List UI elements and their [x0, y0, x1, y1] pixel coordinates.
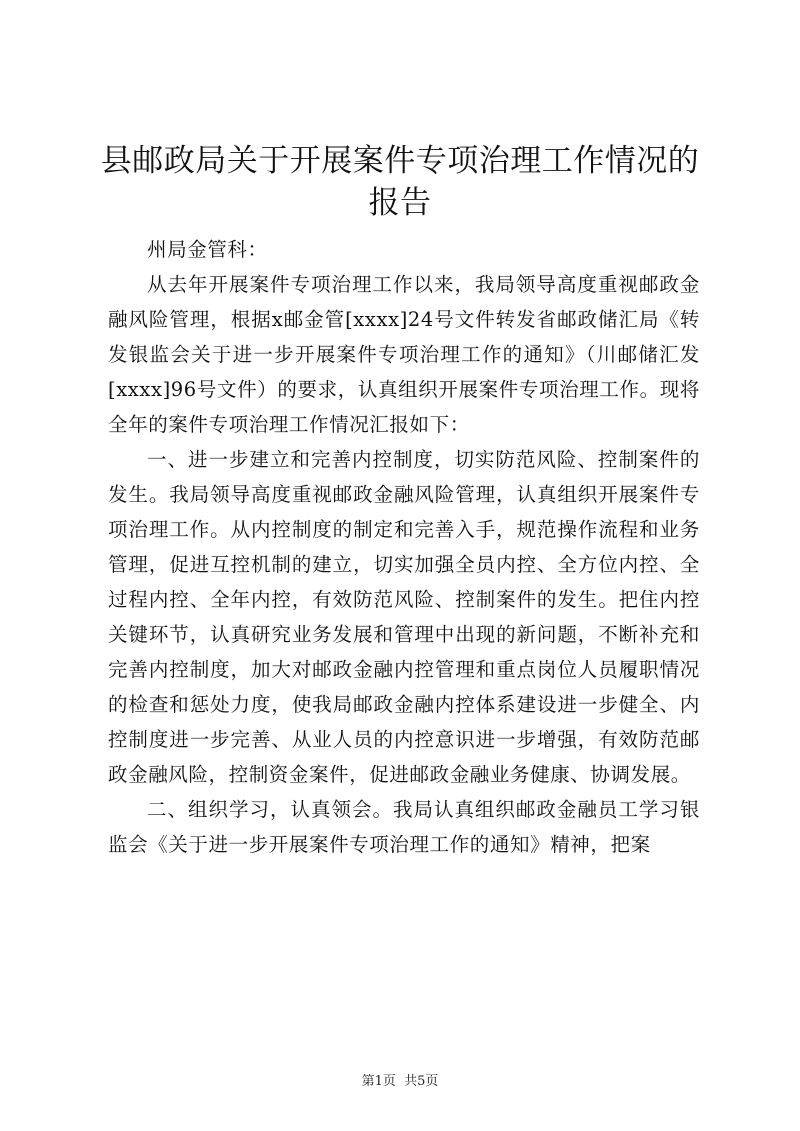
page-footer [0, 1073, 800, 1091]
page-total: 共5页 [404, 1074, 439, 1089]
document-body [108, 232, 700, 862]
paragraph-section-2: 二、组织学习，认真领会。我局认真组织邮政金融员工学习银监会《关于进一步开展案件专项治理工作的通知》精神，把案 [108, 798, 700, 856]
paragraph-intro: 从去年开展案件专项治理工作以来，我局领导高度重视邮政金融风险管理，根据x邮金管[xxxx]24号文件转发省邮政储汇局《转发银监会关于进一步开展案件专项治理工作的通知》（川邮储汇发[xxxx]96号文件）的要求，认真组织开展案件专项治理工作。现将全年的案件专项治理工作情况汇报如下： [108, 273, 700, 436]
salutation: 州局金管科： [147, 238, 268, 261]
paragraph-section-1: 一、进一步建立和完善内控制度，切实防范风险、控制案件的发生。我局领导高度重视邮政金融风险管理，认真组织开展案件专项治理工作。从内控制度的制定和完善入手，规范操作流程和业务管理，促进互控机制的建立，切实加强全员内控、全方位内控、全过程内控、全年内控，有效防范风险、控制案件的发生。把住内控关键环节，认真研究业务发展和管理中出现的新问题，不断补充和完善内控制度，加大对邮政金融内控管理和重点岗位人员履职情况的检查和惩处力度，使我局邮政金融内控体系建设进一步健全、内控制度进一步完善、从业人员的内控意识进一步增强，有效防范邮政金融风险，控制资金案件，促进邮政金融业务健康、协调发展。 [108, 448, 700, 786]
page-number: 第1页 [361, 1074, 396, 1089]
document-title: 县邮政局关于开展案件专项治理工作情况的报告 [100, 143, 700, 221]
